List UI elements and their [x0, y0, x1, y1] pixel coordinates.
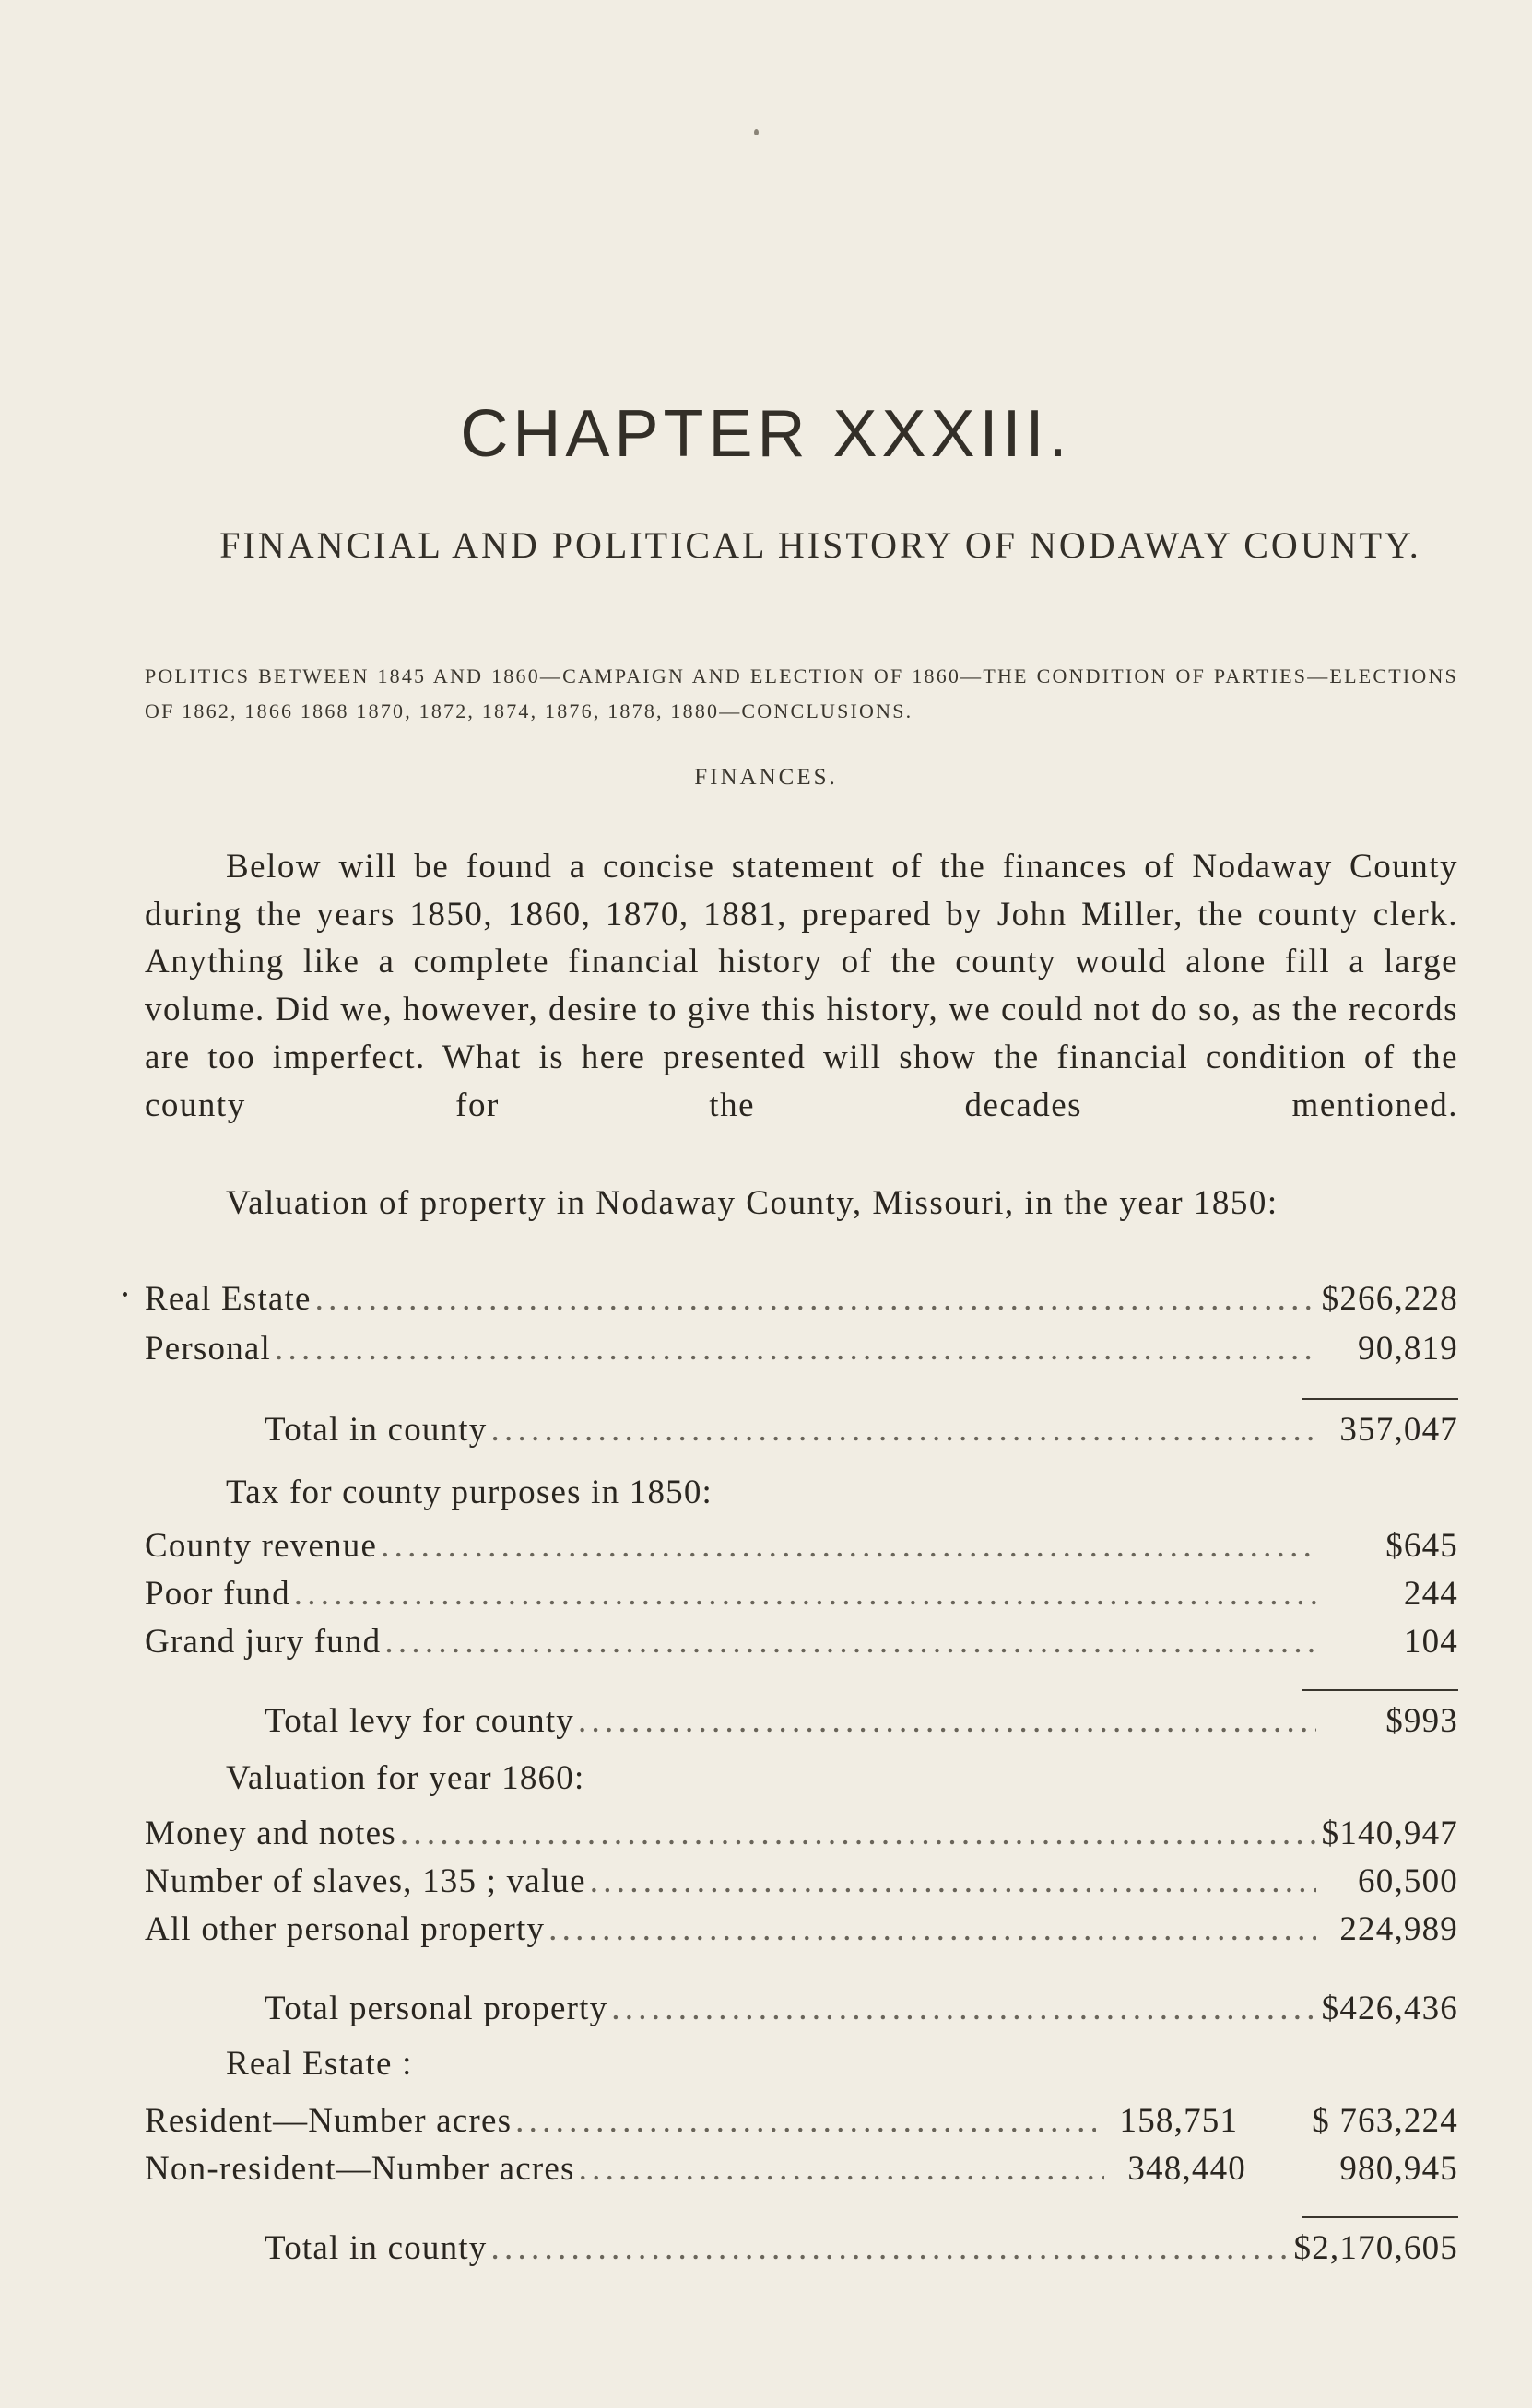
real-estate-1860-intro: Real Estate :: [226, 2045, 413, 2083]
row-total-1850: [145, 1410, 1458, 1458]
leader-dots: [590, 1862, 1316, 1901]
row-label: Money and notes: [145, 1815, 396, 1852]
row-money-notes: [145, 1814, 1458, 1862]
leader-dots: [579, 2149, 1104, 2189]
tax-1850-intro: Tax for county purposes in 1850:: [226, 1474, 713, 1511]
row-label: Poor fund: [145, 1575, 290, 1613]
row-amount: 244: [1403, 1575, 1458, 1613]
chapter-synopsis: POLITICS BETWEEN 1845 AND 1860—CAMPAIGN AND ELECTION OF 1860—THE CONDITION OF PARTIES—ELECTIONS OF 1862, 1866 1868 1870, 1872, 1874, 1876, 1878, 1880—CONCLUSIONS.: [145, 664, 1458, 722]
leader-dots: [548, 1909, 1316, 1949]
row-label: Total personal property: [265, 1990, 608, 2027]
row-total-levy: [145, 1701, 1458, 1749]
leader-dots: [490, 1410, 1316, 1450]
sum-rule: [1302, 1689, 1458, 1691]
row-personal-1850: [145, 1329, 1458, 1377]
leader-dots: [384, 1622, 1316, 1662]
row-slaves: [145, 1862, 1458, 1909]
leader-dots: [381, 1526, 1316, 1566]
row-amount: 104: [1403, 1623, 1458, 1661]
row-amount: $266,228: [1321, 1280, 1458, 1318]
row-amount: 90,819: [1358, 1330, 1458, 1368]
intro-paragraph: Below will be found a concise statement of the finances of Nodaway County during the years 1850, 1860, 1870, 1881, prepared by John Miller, the county clerk. Anything like a complete financial history of the county would alone fill a large volume. Did we, however, desire to give this history, we could not do so, as the records are too imperfect. What is here presented will show the financial condition of the county for the decades mentioned.: [145, 848, 1458, 1124]
row-total-county-1860: [145, 2228, 1458, 2276]
row-amount: $2,170,605: [1293, 2229, 1458, 2267]
chapter-subtitle: FINANCIAL AND POLITICAL HISTORY OF NODAWAY COUNTY.: [219, 524, 1421, 566]
row-amount: $140,947: [1321, 1815, 1458, 1852]
leader-dots: [275, 1329, 1316, 1368]
leader-dots: [400, 1814, 1316, 1853]
row-label: All other personal property: [145, 1910, 546, 1948]
row-amount: 357,047: [1339, 1411, 1458, 1449]
row-label: Resident—Number acres: [145, 2102, 513, 2140]
row-total-personal: [145, 1989, 1458, 2037]
row-amount: 224,989: [1339, 1910, 1458, 1948]
valuation-1850-intro: Valuation of property in Nodaway County, Missouri, in the year 1850:: [226, 1184, 1279, 1222]
row-amount: $993: [1385, 1702, 1458, 1740]
row-label: Grand jury fund: [145, 1623, 382, 1661]
chapter-title: CHAPTER XXXIII.: [460, 397, 1072, 471]
sum-rule: [1302, 1398, 1458, 1400]
row-amount: 60,500: [1358, 1862, 1458, 1900]
row-label: Real Estate: [145, 1280, 312, 1318]
row-real-estate-1850: [145, 1279, 1458, 1327]
section-heading: FINANCES.: [694, 765, 838, 790]
row-acres: 158,751: [1119, 2102, 1239, 2140]
row-acres: 348,440: [1127, 2150, 1246, 2188]
row-resident: [145, 2101, 1458, 2149]
row-non-resident: [145, 2149, 1458, 2197]
row-amount: $645: [1385, 1527, 1458, 1565]
leader-dots: [490, 2228, 1290, 2268]
row-amount: $ 763,224: [1312, 2102, 1458, 2140]
row-label: Personal: [145, 1330, 272, 1368]
leader-dots: [294, 1574, 1316, 1614]
row-grand-jury-fund: [145, 1622, 1458, 1670]
row-other-personal: [145, 1909, 1458, 1957]
row-amount: $426,436: [1321, 1990, 1458, 2027]
leader-dots: [611, 1989, 1316, 2028]
sum-rule: [1302, 2216, 1458, 2218]
row-poor-fund: [145, 1574, 1458, 1622]
leader-dots: [578, 1701, 1316, 1741]
row-label: Total in county: [265, 2229, 488, 2267]
row-label: County revenue: [145, 1527, 378, 1565]
row-label: Total in county: [265, 1411, 488, 1449]
row-label: Total levy for county: [265, 1702, 574, 1740]
leader-dots: [315, 1279, 1316, 1319]
page-speck: [754, 129, 759, 135]
margin-mark: [123, 1292, 127, 1297]
row-county-revenue: [145, 1526, 1458, 1574]
leader-dots: [515, 2101, 1096, 2141]
row-label: Number of slaves, 135 ; value: [145, 1862, 586, 1900]
row-amount: 980,945: [1339, 2150, 1458, 2188]
valuation-1860-intro: Valuation for year 1860:: [226, 1759, 585, 1797]
row-label: Non-resident—Number acres: [145, 2150, 575, 2188]
